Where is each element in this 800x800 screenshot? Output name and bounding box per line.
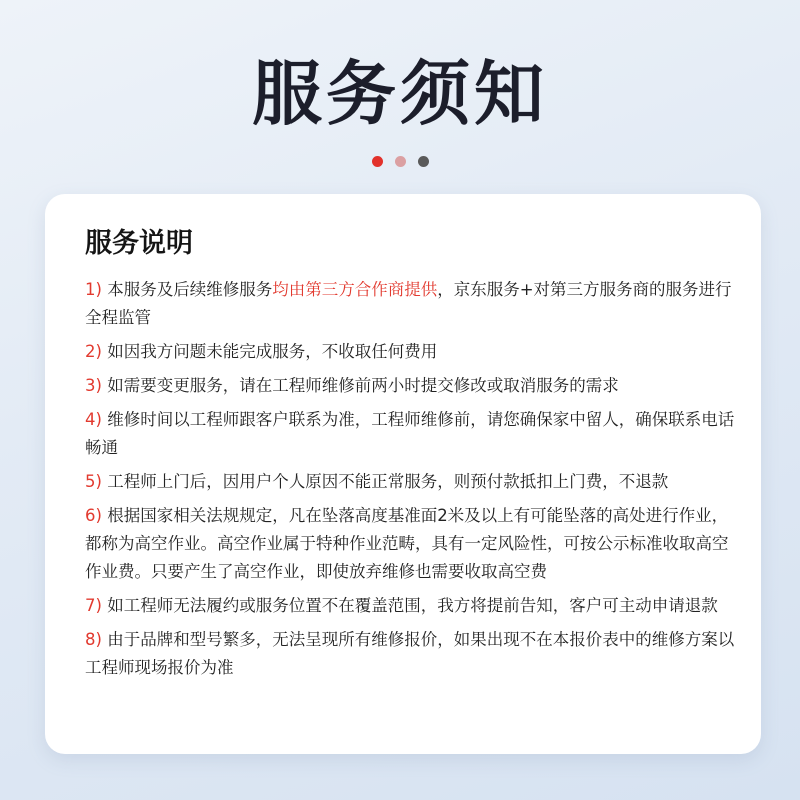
- item-number: 2): [85, 342, 102, 361]
- item-number: 8): [85, 630, 102, 649]
- indicator-dot-1: [372, 156, 383, 167]
- item-text: 根据国家相关法规规定，凡在坠落高度基准面2米及以上有可能坠落的高处进行作业，都称为高空作业。高空作业属于特种作业范畴，具有一定风险性，可按公示标准收取高空作业费。只要产生了高空作业，即使放弃维修也需要收取高空费: [85, 506, 729, 581]
- item-text: 维修时间以工程师跟客户联系为准，工程师维修前，请您确保家中留人，确保联系电话畅通: [85, 410, 735, 457]
- item-number: 5): [85, 472, 102, 491]
- notice-item-4: [85, 406, 735, 462]
- item-number: 7): [85, 596, 102, 615]
- highlighted-text: 均由第三方合作商提供: [272, 280, 438, 299]
- notice-item-8: [85, 626, 735, 682]
- item-number: 6): [85, 506, 102, 525]
- item-text: 由于品牌和型号繁多，无法呈现所有维修报价，如果出现不在本报价表中的维修方案以工程师现场报价为准: [85, 630, 735, 677]
- item-number: 4): [85, 410, 102, 429]
- section-title: 服务说明: [85, 228, 193, 259]
- item-text: 如因我方问题未能完成服务，不收取任何费用: [107, 342, 438, 361]
- carousel-indicator: [0, 156, 800, 167]
- notice-item-7: [85, 592, 735, 620]
- page-title: 服务须知: [252, 53, 548, 135]
- item-number: 1): [85, 280, 102, 299]
- item-text-continued: ，京东服务+对第三方服务商的服务进行全程监管: [85, 280, 732, 327]
- notice-item-2: [85, 338, 735, 366]
- item-number: 3): [85, 376, 102, 395]
- notice-item-3: [85, 372, 735, 400]
- notice-item-1: [85, 276, 735, 332]
- item-text: 如需要变更服务，请在工程师维修前两小时提交修改或取消服务的需求: [107, 376, 619, 395]
- notice-item-6: [85, 502, 735, 586]
- item-text: 本服务及后续维修服务: [107, 280, 273, 299]
- item-text: 如工程师无法履约或服务位置不在覆盖范围，我方将提前告知，客户可主动申请退款: [107, 596, 718, 615]
- notice-list: [85, 276, 735, 688]
- item-text: 工程师上门后，因用户个人原因不能正常服务，则预付款抵扣上门费，不退款: [107, 472, 669, 491]
- indicator-dot-2: [395, 156, 406, 167]
- indicator-dot-3: [418, 156, 429, 167]
- notice-item-5: [85, 468, 735, 496]
- service-notice-card: [45, 194, 761, 754]
